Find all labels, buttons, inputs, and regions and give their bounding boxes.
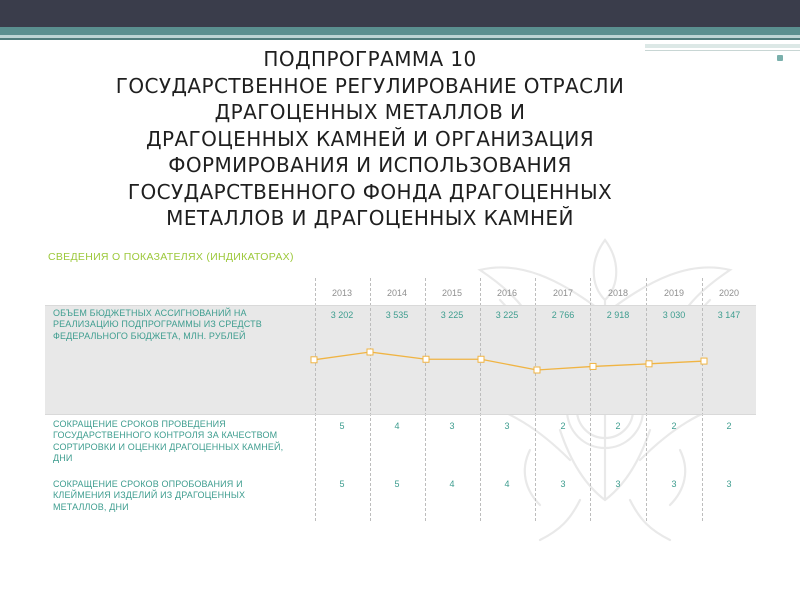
indicator-value: 3 [449,421,455,431]
year-header-2014: 2014 [386,288,408,298]
row-separator [45,305,756,306]
indicator-label-line: ОБЪЕМ БЮДЖЕТНЫХ АССИГНОВАНИЙ НА [53,308,247,318]
indicator-label-line: СОРТИРОВКИ И ОЦЕНКИ ДРАГОЦЕННЫХ КАМНЕЙ, [53,441,284,452]
indicator-label-line: ГОСУДАРСТВЕННОГО КОНТРОЛЯ ЗА КАЧЕСТВОМ [53,430,278,441]
year-header-2019: 2019 [663,288,685,298]
indicator-value: 3 [560,479,566,489]
indicator-label-line: РЕАЛИЗАЦИЮ ПОДПРОГРАММЫ ИЗ СРЕДСТВ [53,319,262,330]
indicator-label [53,419,305,464]
year-header-2013: 2013 [331,288,353,298]
indicator-value: 2 766 [551,310,575,320]
title-line: ФОРМИРОВАНИЯ И ИСПОЛЬЗОВАНИЯ [168,153,572,177]
indicator-value: 2 [615,421,621,431]
indicator-value: 2 [726,421,732,431]
indicator-value: 3 [671,479,677,489]
section-caption: СВЕДЕНИЯ О ПОКАЗАТЕЛЯХ (ИНДИКАТОРАХ) [48,251,294,263]
year-header-2015: 2015 [441,288,463,298]
title-line: ДРАГОЦЕННЫХ КАМНЕЙ И ОРГАНИЗАЦИЯ [145,126,595,151]
indicator-value: 3 225 [440,310,464,320]
indicator-value: 3 [615,479,621,489]
indicator-label-line: МЕТАЛЛОВ, ДНИ [53,501,129,512]
indicator-label-line: ДНИ [53,452,73,463]
indicator-value: 3 030 [662,310,686,320]
indicator-value: 3 [504,421,510,431]
indicator-value: 3 147 [717,310,741,320]
year-header-2016: 2016 [496,288,518,298]
year-header-2017: 2017 [552,288,574,298]
indicator-label [53,308,305,342]
title-line: ДРАГОЦЕННЫХ МЕТАЛЛОВ И [214,100,526,124]
indicator-value: 4 [449,479,455,489]
title-line: МЕТАЛЛОВ И ДРАГОЦЕННЫХ КАМНЕЙ [166,206,574,230]
row-separator [45,414,756,415]
year-header-2018: 2018 [607,288,629,298]
indicator-value: 5 [339,421,345,431]
indicator-value: 5 [394,479,400,489]
year-header-2020: 2020 [718,288,740,298]
indicator-value: 3 202 [330,310,354,320]
indicator-value: 2 [560,421,566,431]
indicator-value: 3 [726,479,732,489]
title-line: ГОСУДАРСТВЕННОГО ФОНДА ДРАГОЦЕННЫХ [127,179,613,204]
indicator-label-line: СОКРАЩЕНИЕ СРОКОВ ОПРОБОВАНИЯ И [53,479,243,489]
indicator-label-line: ФЕДЕРАЛЬНОГО БЮДЖЕТА, МЛН. РУБЛЕЙ [53,330,246,341]
indicator-value: 3 535 [385,310,409,320]
indicator-value: 5 [339,479,345,489]
indicator-label-line: СОКРАЩЕНИЕ СРОКОВ ПРОВЕДЕНИЯ [53,419,226,429]
indicator-label [53,479,305,513]
indicator-value: 2 [671,421,677,431]
indicator-value: 3 225 [495,310,519,320]
title-line: ГОСУДАРСТВЕННОЕ РЕГУЛИРОВАНИЕ ОТРАСЛИ [115,73,625,98]
indicator-value: 4 [394,421,400,431]
title-line: ПОДПРОГРАММА 10 [263,47,477,71]
indicator-value: 2 918 [606,310,630,320]
indicator-label-line: КЛЕЙМЕНИЯ ИЗДЕЛИЙ ИЗ ДРАГОЦЕННЫХ [53,490,246,501]
indicator-value: 4 [504,479,510,489]
